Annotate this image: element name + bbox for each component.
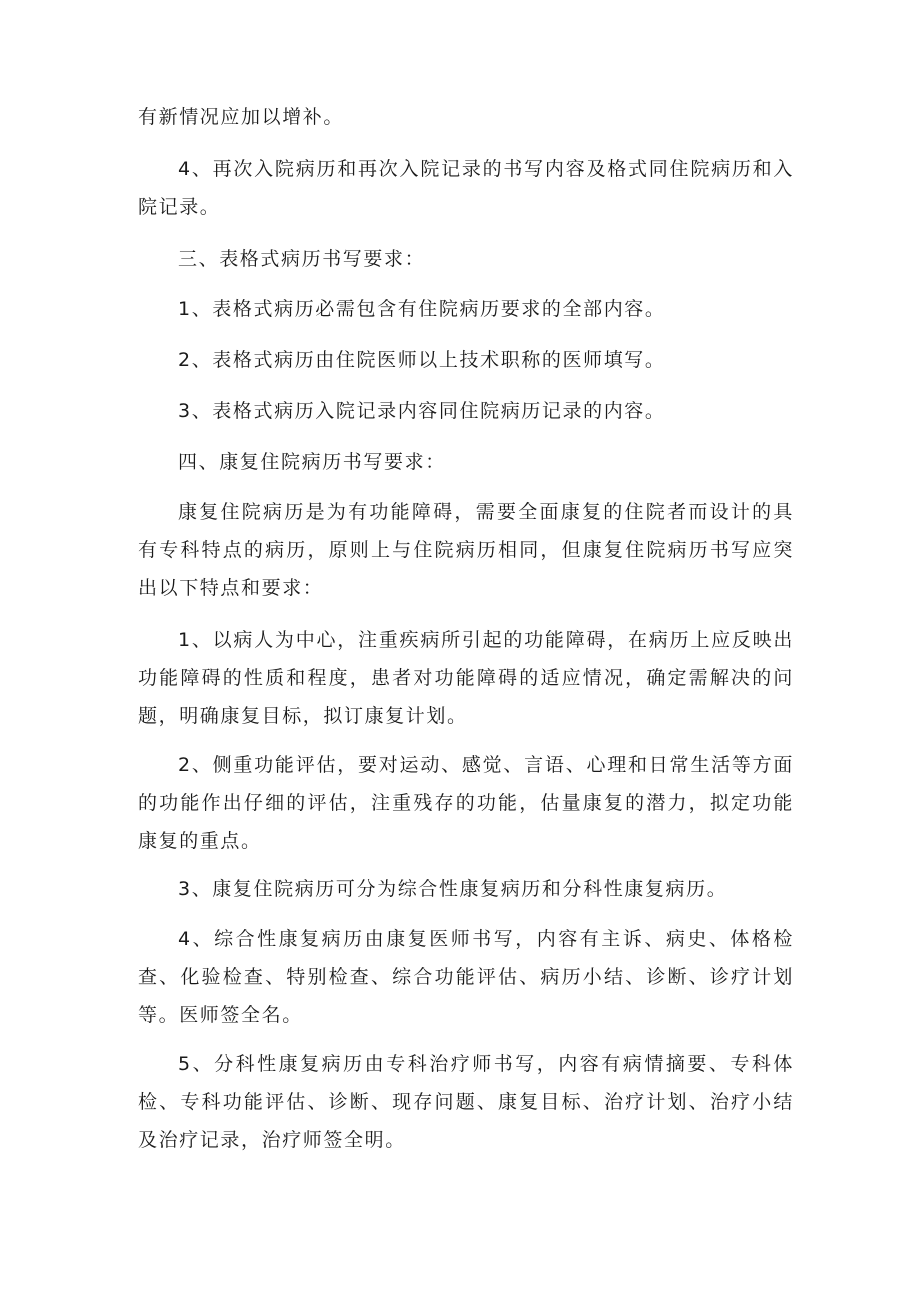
paragraph-rehab-item-3: 3、康复住院病历可分为综合性康复病历和分科性康复病历。 — [178, 878, 728, 900]
paragraph-rehab-item-1: 1、以病人为中心，注重疾病所引起的功能障碍，在病历上应反映出功能障碍的性质和程度，患者对功能障碍的适应情况，确定需解决的问题，明确康复目标，拟订康复计划。 — [138, 629, 794, 727]
paragraph-continuation: 有新情况应加以增补。 — [138, 106, 345, 128]
section-heading-3: 三、表格式病历书写要求： — [178, 248, 426, 270]
paragraph-rehab-item-4: 4、综合性康复病历由康复医师书写，内容有主诉、病史、体格检查、化验检查、特别检查、综合功能评估、病历小结、诊断、诊疗计划等。医师签全名。 — [138, 928, 794, 1026]
paragraph-rehab-item-5: 5、分科性康复病历由专科治疗师书写，内容有病情摘要、专科体检、专科功能评估、诊断、现存问题、康复目标、治疗计划、治疗小结及治疗记录，治疗师签全明。 — [138, 1053, 794, 1151]
paragraph-item-3-table: 3、表格式病历入院记录内容同住院病历记录的内容。 — [178, 400, 666, 422]
section-heading-4: 四、康复住院病历书写要求： — [178, 451, 446, 473]
paragraph-item-2-table: 2、表格式病历由住院医师以上技术职称的医师填写。 — [178, 349, 666, 371]
paragraph-rehab-item-2: 2、侧重功能评估，要对运动、感觉、言语、心理和日常生活等方面的功能作出仔细的评估，注重残存的功能，估量康复的潜力，拟定功能康复的重点。 — [138, 754, 794, 852]
paragraph-rehab-intro: 康复住院病历是为有功能障碍，需要全面康复的住院者而设计的具有专科特点的病历，原则上与住院病历相同，但康复住院病历书写应突出以下特点和要求： — [138, 501, 794, 599]
paragraph-item-4-readmission: 4、再次入院病历和再次入院记录的书写内容及格式同住院病历和入院记录。 — [138, 158, 794, 218]
paragraph-item-1-table: 1、表格式病历必需包含有住院病历要求的全部内容。 — [178, 298, 666, 320]
